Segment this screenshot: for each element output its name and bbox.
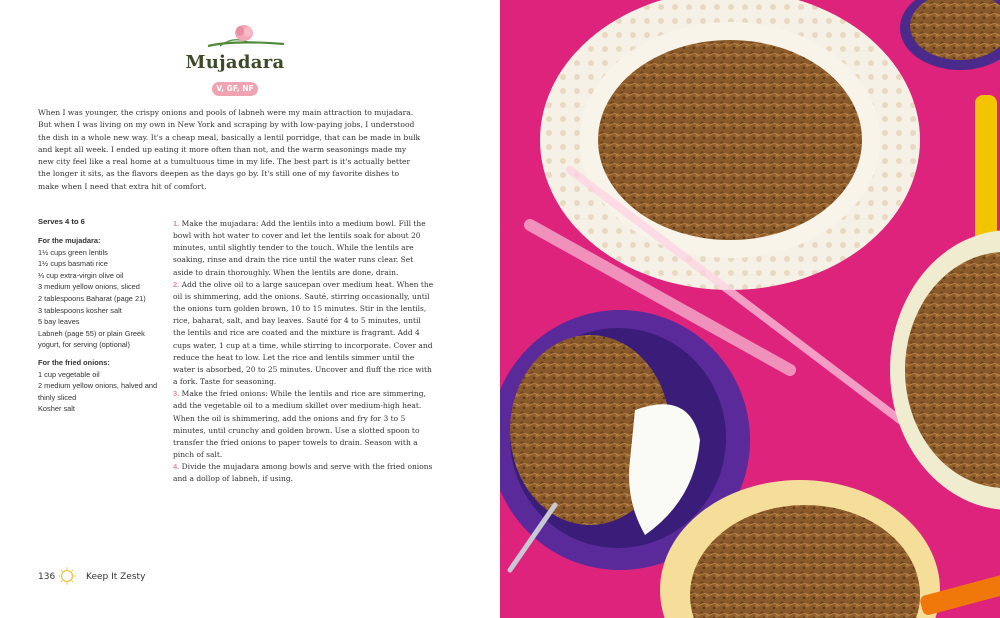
ingredient-item: 1 cup vegetable oil	[38, 369, 100, 379]
step-text: Add the olive oil to a large saucepan over medium heat. When the oil is shimmering, add the onions. Sauté, stirring occasionally, until the onions turn golden brown, 10 to 15 minutes. Stir in the lentils, rice, baharat, salt, and bay leaves. Sauté for 4 to 5 minutes, until the lentils and rice are coated and the mixture is fragrant. Add 4 cups water, 1 cup at a time, while stirring to incorporate. Cover and reduce the heat to low. Let the rice and lentils simmer until the water is absorbed, 20 to 25 minutes. Uncover and fluff the rice with a fork. Taste for seasoning.	[173, 279, 434, 387]
step-number: 3.	[173, 389, 180, 399]
ingredient-item: Labneh (page 55) or plain Greek yogurt, for serving (optional)	[38, 328, 145, 350]
ingredient-heading: For the mujadara:	[38, 236, 101, 245]
step-text: Make the mujadara: Add the lentils into a medium bowl. Fill the bowl with hot water to cover and let the lentils soak for about 20 minutes, until slightly tender to the touch. While the lentils are soaking, rinse and drain the rice until the water runs clear. Set aside to drain thoroughly. When the lentils are done, drain.	[173, 219, 426, 277]
food-photo	[500, 0, 1000, 618]
mujadara-plates-image	[500, 0, 1000, 618]
step-text: Make the fried onions: While the lentils and rice are simmering, add the vegetable oil to a medium skillet over medium-high heat. When the oil is shimmering, add the onions and fry for 3 to 5 minutes, until crunchy and golden brown. Use a slotted spoon to transfer the fried onions to paper towels to drain. Season with a pinch of salt.	[173, 389, 426, 459]
method-steps	[173, 218, 435, 485]
step	[173, 218, 435, 279]
ingredient-item: 1½ cups green lentils	[38, 247, 108, 257]
ingredient-item: 2 tablespoons Baharat (page 21)	[38, 293, 146, 303]
recipe-title: Mujadara	[185, 52, 285, 73]
ingredient-item: 3 tablespoons kosher salt	[38, 305, 122, 315]
ingredient-heading: For the fried onions:	[38, 357, 110, 367]
step	[173, 279, 435, 388]
step-number: 1.	[173, 219, 180, 228]
step	[173, 461, 435, 485]
ingredient-item: 3 medium yellow onions, sliced	[38, 282, 140, 292]
book-title: Keep It Zesty	[86, 572, 146, 582]
ingredient-list	[38, 235, 168, 415]
ingredient-item: Kosher salt	[38, 404, 75, 414]
step-text: Divide the mujadara among bowls and serve with the fried onions and a dollop of labneh, if using.	[173, 462, 433, 484]
diet-badge: V, GF, NF	[212, 82, 258, 96]
step-number: 2.	[173, 279, 180, 289]
page-number: 136	[38, 572, 56, 582]
ingredient-item: 2 medium yellow onions, halved and thinly sliced	[38, 381, 158, 402]
ingredient-item: 5 bay leaves	[38, 317, 80, 327]
flower-logo-icon	[204, 22, 288, 54]
ingredient-item: ⅓ cup extra-virgin olive oil	[38, 270, 124, 280]
step-number: 4.	[173, 462, 180, 472]
servings: Serves 4 to 6	[38, 217, 85, 226]
recipe-intro: When I was younger, the crispy onions and pools of labneh were my main attraction to mujadara. But when I was living on my own in New York and scraping by with low-paying jobs, I understood the dish in a whole new way. It's a cheap meal, basically a lentil porridge, that can be made in bulk and kept all week. I ended up eating it more often than not, and the warm seasonings made my new city feel like a real home at a tumultuous time in my life. The best part is it's actually better the longer it sits, as the flavors deepen as the days go by. It's still one of my favorite dishes to make when I need that extra hit of comfort.	[38, 108, 421, 191]
sun-icon	[58, 567, 76, 585]
ingredient-item: 1½ cups basmati rice	[38, 259, 108, 269]
step	[173, 388, 435, 461]
